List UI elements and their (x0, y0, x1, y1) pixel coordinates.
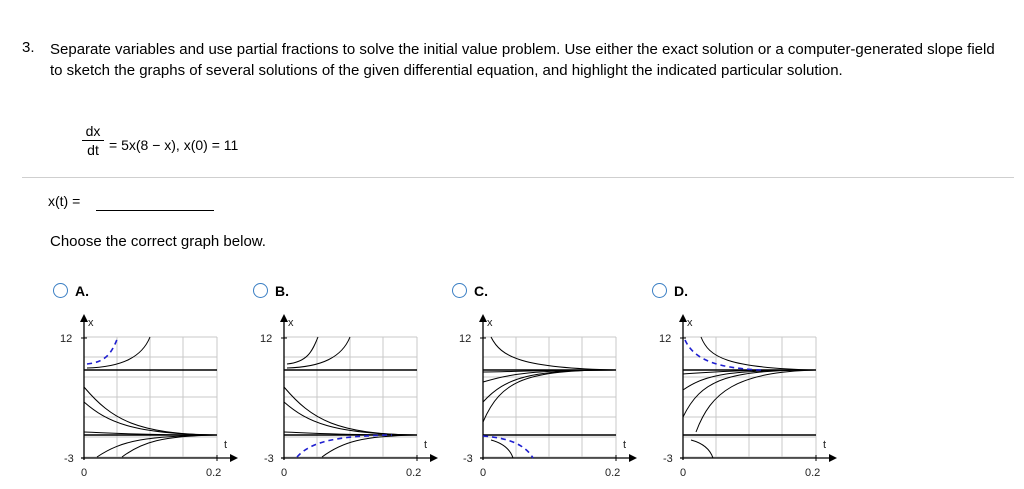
y-tick-bottom: -3 (64, 453, 74, 465)
section-divider (22, 177, 1014, 178)
graph-d-plot (651, 312, 861, 487)
x-tick-left: 0 (680, 467, 687, 479)
graph-a-plot (52, 312, 262, 487)
equation-rest: = 5x(8 − x), x(0) = 11 (109, 137, 239, 153)
graph-c-plot (451, 312, 661, 487)
graph-a[interactable] (52, 312, 262, 487)
y-axis-label: x (288, 317, 294, 329)
x-tick-left: 0 (81, 467, 88, 479)
y-tick-bottom: -3 (663, 453, 673, 465)
fraction-bar (82, 140, 104, 141)
derivative-fraction (82, 123, 104, 158)
fraction-denominator: dt (87, 142, 99, 158)
x-tick-right: 0.2 (805, 467, 821, 479)
x-tick-left: 0 (281, 467, 288, 479)
y-axis-label: x (88, 317, 94, 329)
choose-prompt: Choose the correct graph below. (50, 233, 266, 250)
graph-b-plot (252, 312, 462, 487)
option-b-radio[interactable] (253, 283, 268, 298)
graph-d[interactable] (651, 312, 861, 487)
fraction-numerator: dx (85, 123, 101, 139)
question-number: 3. (22, 39, 35, 56)
graph-b[interactable] (252, 312, 462, 487)
x-axis-label: t (224, 439, 228, 451)
answer-input[interactable] (96, 210, 214, 211)
question-text: Separate variables and use partial fractions to solve the initial value problem. Use either the exact solution or a computer-generated slope field to sketch the graphs of several solutions of the given differential equation, and highlight the indicated particular solution. (50, 41, 995, 79)
answer-label: x(t) = (48, 193, 81, 209)
y-tick-top: 12 (60, 333, 73, 345)
option-c-label: C. (474, 283, 488, 299)
x-axis-label: t (823, 439, 827, 451)
y-tick-bottom: -3 (264, 453, 274, 465)
option-d-radio[interactable] (652, 283, 667, 298)
option-b-label: B. (275, 283, 289, 299)
option-c-radio[interactable] (452, 283, 467, 298)
x-tick-left: 0 (480, 467, 487, 479)
y-axis-label: x (487, 317, 493, 329)
x-tick-right: 0.2 (406, 467, 422, 479)
y-tick-top: 12 (659, 333, 672, 345)
x-axis-label: t (424, 439, 428, 451)
graph-c[interactable] (451, 312, 661, 487)
x-axis-label: t (623, 439, 627, 451)
x-tick-right: 0.2 (605, 467, 621, 479)
y-tick-bottom: -3 (463, 453, 473, 465)
option-d-label: D. (674, 283, 688, 299)
x-tick-right: 0.2 (206, 467, 222, 479)
option-a-radio[interactable] (53, 283, 68, 298)
y-axis-label: x (687, 317, 693, 329)
y-tick-top: 12 (260, 333, 273, 345)
y-tick-top: 12 (459, 333, 472, 345)
option-a-label: A. (75, 283, 89, 299)
